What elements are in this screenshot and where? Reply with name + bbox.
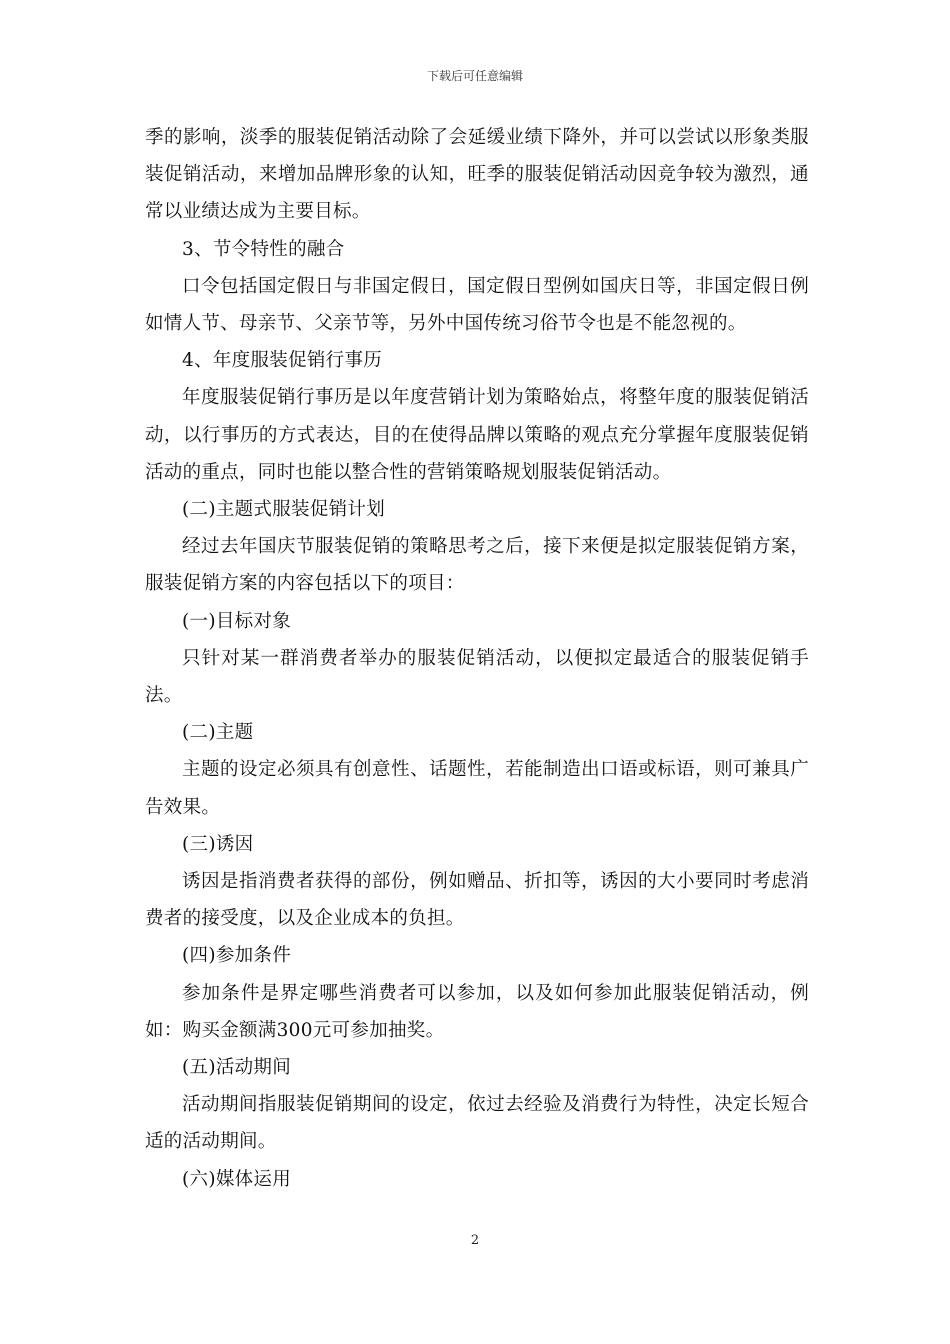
section-heading-theme-plan: (二)主题式服装促销计划 xyxy=(182,499,386,521)
paragraph: 诱因是指消费者获得的部份，例如赠品、折扣等，诱因的大小要同时考虑消费者的接受度，以及企业成本的负担。 xyxy=(145,871,809,930)
paragraph: 年度服装促销行事历是以年度营销计划为策略始点，将整年度的服装促销活动，以行事历的方式表达，目的在使得品牌以策略的观点充分掌握年度服装促销活动的重点，同时也能以整合性的营销策略规划服装促销活动。 xyxy=(145,387,809,483)
paragraph: 只针对某一群消费者举办的服装促销活动，以便拟定最适合的服装促销手法。 xyxy=(145,647,809,707)
paragraph: 经过去年国庆节服装促销的策略思考之后，接下来便是拟定服装促销方案，服装促销方案的内容包括以下的项目： xyxy=(145,536,809,595)
paragraph: 活动期间指服装促销期间的设定，依过去经验及消费行为特性，决定长短合适的活动期间。 xyxy=(145,1094,809,1153)
section-heading-target: (一)目标对象 xyxy=(182,610,292,632)
section-heading-seasonal-fusion: 3、节令特性的融合 xyxy=(182,238,345,260)
paragraph: 主题的设定必须具有创意性、话题性，若能制造出口语或标语，则可兼具广告效果。 xyxy=(145,759,809,818)
section-heading-media: (六)媒体运用 xyxy=(182,1168,292,1190)
section-heading-theme: (二)主题 xyxy=(182,722,254,744)
section-heading-period: (五)活动期间 xyxy=(182,1057,292,1079)
paragraph-continuation: 季的影响，淡季的服装促销活动除了会延缓业绩下降外，并可以尝试以形象类服装促销活动，来增加品牌形象的认知，旺季的服装促销活动因竞争较为激烈，通常以业绩达成为主要目标。 xyxy=(145,127,809,223)
page-number: 2 xyxy=(470,1233,480,1248)
section-heading-incentive: (三)诱因 xyxy=(182,833,254,855)
document-body xyxy=(145,119,809,1198)
section-heading-conditions: (四)参加条件 xyxy=(182,945,292,967)
page-header: 下载后可任意编辑 xyxy=(426,69,523,83)
paragraph: 口令包括国定假日与非国定假日，国定假日型例如国庆日等，非国定假日例如情人节、母亲节、父亲节等，另外中国传统习俗节令也是不能忽视的。 xyxy=(145,275,809,335)
paragraph: 参加条件是界定哪些消费者可以参加，以及如何参加此服装促销活动，例如：购买金额满300元可参加抽奖。 xyxy=(145,982,809,1041)
section-heading-annual-calendar: 4、年度服装促销行事历 xyxy=(182,350,383,372)
